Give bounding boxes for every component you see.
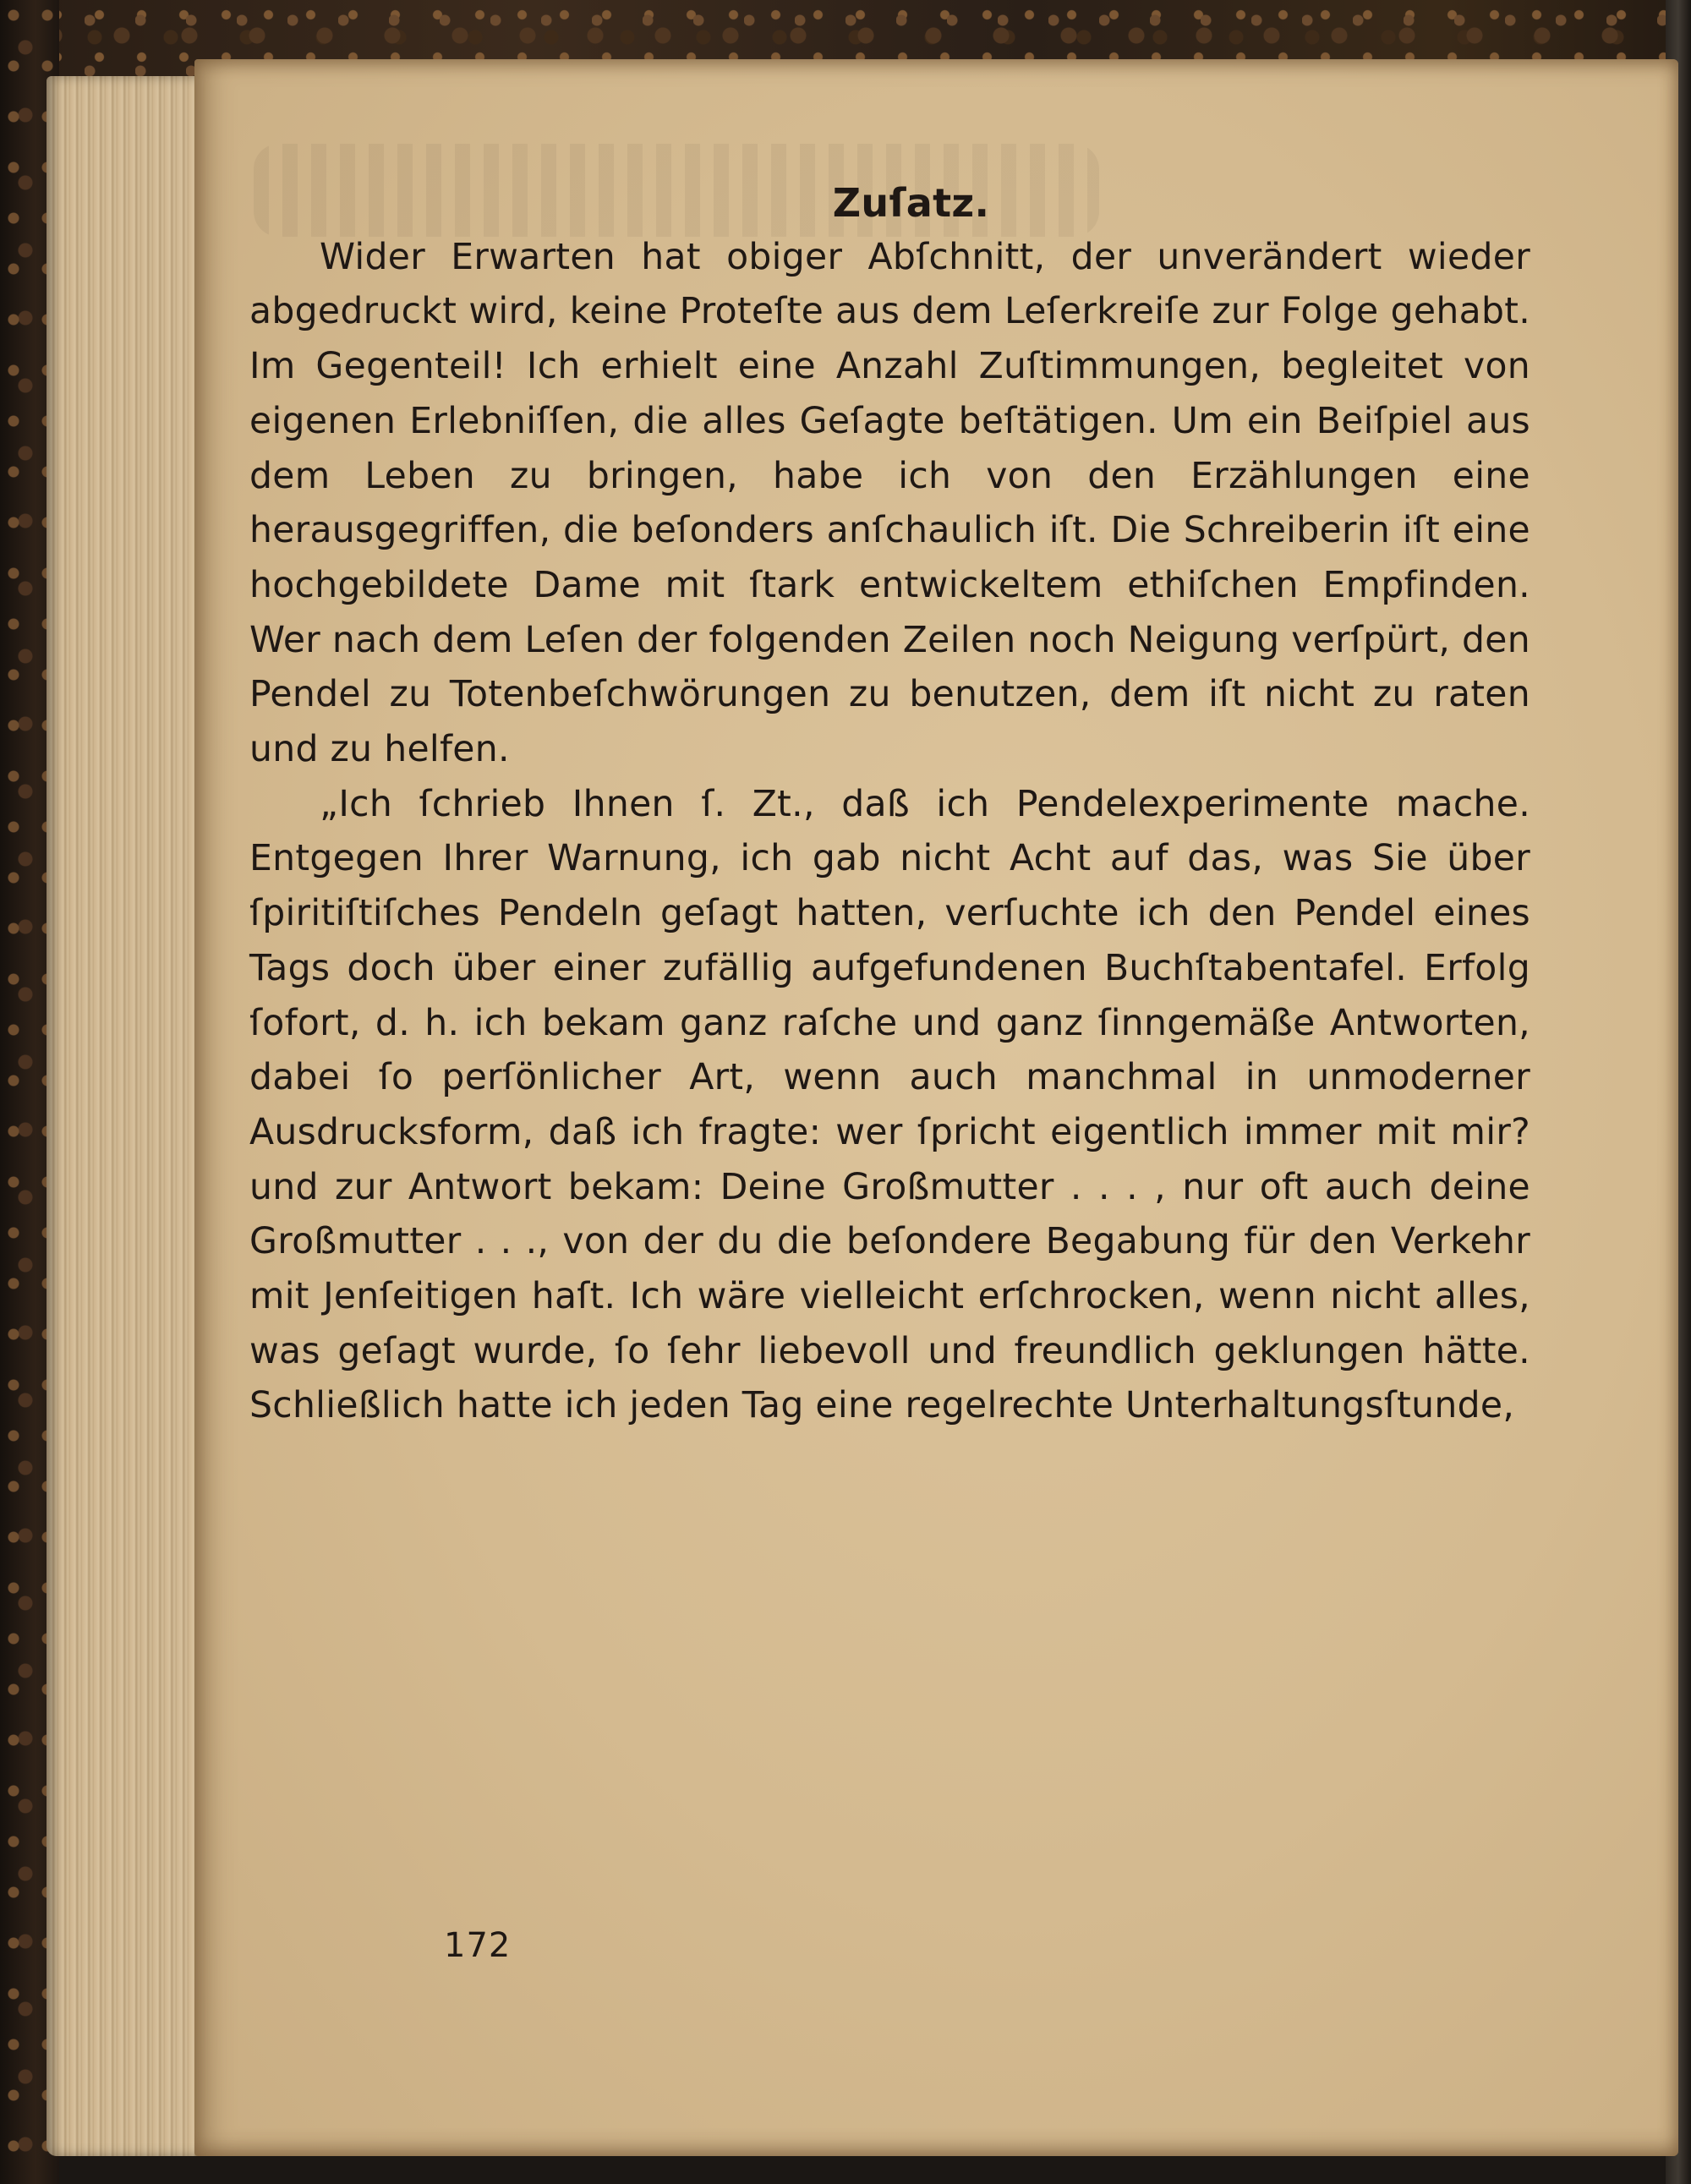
page-text-block (249, 176, 1530, 1434)
page-number: 172 (444, 1926, 512, 1965)
section-heading: Zuſatz. (832, 180, 990, 226)
page-edges (47, 76, 216, 2156)
paragraph: Wider Erwarten hat obiger Abſchnitt, der unverändert wieder abgedruckt wird, keine Proteſte aus dem Leſerkreiſe zur Folge gehabt. Im Gegenteil! Ich erhielt eine Anzahl Zuſtimmungen, begleitet von eigenen Erlebniſſen, die alles Geſagte beſtätigen. Um ein Beiſpiel aus dem Leben zu bringen, habe ich von den Erzählungen eine herausgegriffen, die beſonders anſchaulich iſt. Die Schreiberin iſt eine hochgebildete Dame mit ſtark entwickeltem ethiſchen Empfinden. Wer nach dem Leſen der folgenden Zeilen noch Neigung verſpürt, den Pendel zu Totenbeſchwörungen zu benutzen, dem iſt nicht zu raten und zu helfen. (249, 236, 1530, 771)
paragraph: „Ich ſchrieb Ihnen ſ. Zt., daß ich Pendelexperimente mache. Entgegen Ihrer Warnung, ich gab nicht Acht auf das, was Sie über ſpiritiſtiſches Pendeln geſagt hatten, verſuchte ich den Pendel eines Tags doch über einer zufällig aufgefundenen Buchſtabentafel. Erfolg ſofort, d. h. ich bekam ganz raſche und ganz ſinngemäße Antworten, dabei ſo perſönlicher Art, wenn auch manchmal in unmoderner Ausdrucksform, daß ich fragte: wer ſpricht eigentlich immer mit mir? und zur Antwort bekam: Deine Großmutter . . . , nur oft auch deine Großmutter . . ., von der du die beſondere Begabung für den Verkehr mit Jenſeitigen haſt. Ich wäre vielleicht erſchrocken, wenn nicht alles, was geſagt wurde, ſo ſehr liebevoll und freundlich geklungen hätte. Schließlich hatte ich jeden Tag eine regelrechte Unterhaltungsſtunde, (249, 783, 1530, 1427)
body-text (249, 231, 1530, 1434)
